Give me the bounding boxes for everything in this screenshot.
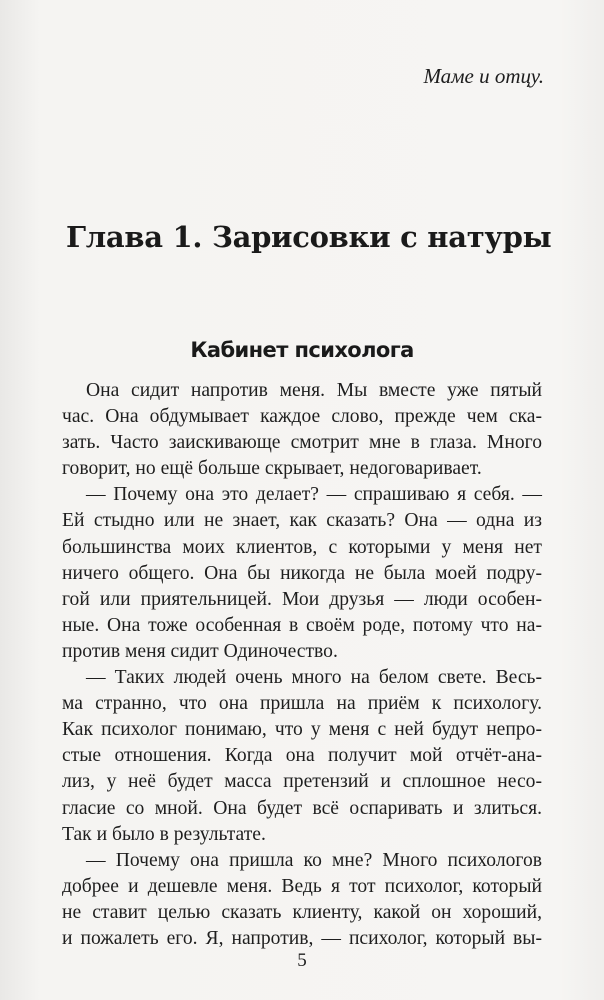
text-line: гой или приятельницей. Мои друзья — люди особен-: [62, 588, 542, 610]
text-line: Так и было в результате.: [62, 823, 266, 845]
text-line: против меня сидит Одиночество.: [62, 640, 338, 662]
text-line: — Почему она это делает? — спрашиваю я себя. —: [86, 484, 542, 506]
text-line: час. Она обдумывает каждое слово, прежде чем ска-: [62, 406, 542, 428]
text-line: — Почему она пришла ко мне? Много психологов: [86, 849, 542, 871]
text-line: ные. Она тоже особенная в своём роде, потому что на-: [62, 614, 542, 636]
text-line: зать. Часто заискивающе смотрит мне в глаза. Много: [62, 432, 542, 454]
text-line: лиз, у неё будет масса претензий и сплошное несо-: [62, 771, 542, 793]
text-line: гласие со мной. Она будет всё оспаривать и злиться.: [62, 797, 542, 819]
dedication: Маме и отцу.: [423, 64, 544, 88]
text-line: Как психолог понимаю, что у меня с ней будут непро-: [62, 719, 542, 741]
body-text: [62, 378, 542, 952]
text-line: ма странно, что она пришла на приём к психологу.: [62, 693, 542, 715]
text-line: большинства моих клиентов, с которыми у меня нет: [62, 536, 542, 558]
chapter-title: Глава 1. Зарисовки с натуры: [66, 220, 552, 254]
page-number: 5: [297, 950, 307, 971]
text-line: добрее и дешевле меня. Ведь я тот психолог, который: [62, 875, 542, 897]
text-line: ничего общего. Она бы никогда не была моей подру-: [62, 562, 542, 584]
text-line: не ставит целью сказать клиенту, какой он хороший,: [62, 901, 542, 923]
text-line: Она сидит напротив меня. Мы вместе уже пятый: [86, 380, 542, 401]
text-line: и пожалеть его. Я, напротив, — психолог, который вы-: [62, 927, 542, 949]
text-line: стые отношения. Когда она получит мой отчёт-ана-: [62, 745, 542, 767]
section-title: Кабинет психолога: [190, 338, 414, 362]
text-line: — Таких людей очень много на белом свете. Весь-: [86, 667, 542, 689]
text-line: говорит, но ещё больше скрывает, недоговаривает.: [62, 458, 482, 480]
text-line: Ей стыдно или не знает, как сказать? Она — одна из: [62, 510, 542, 532]
